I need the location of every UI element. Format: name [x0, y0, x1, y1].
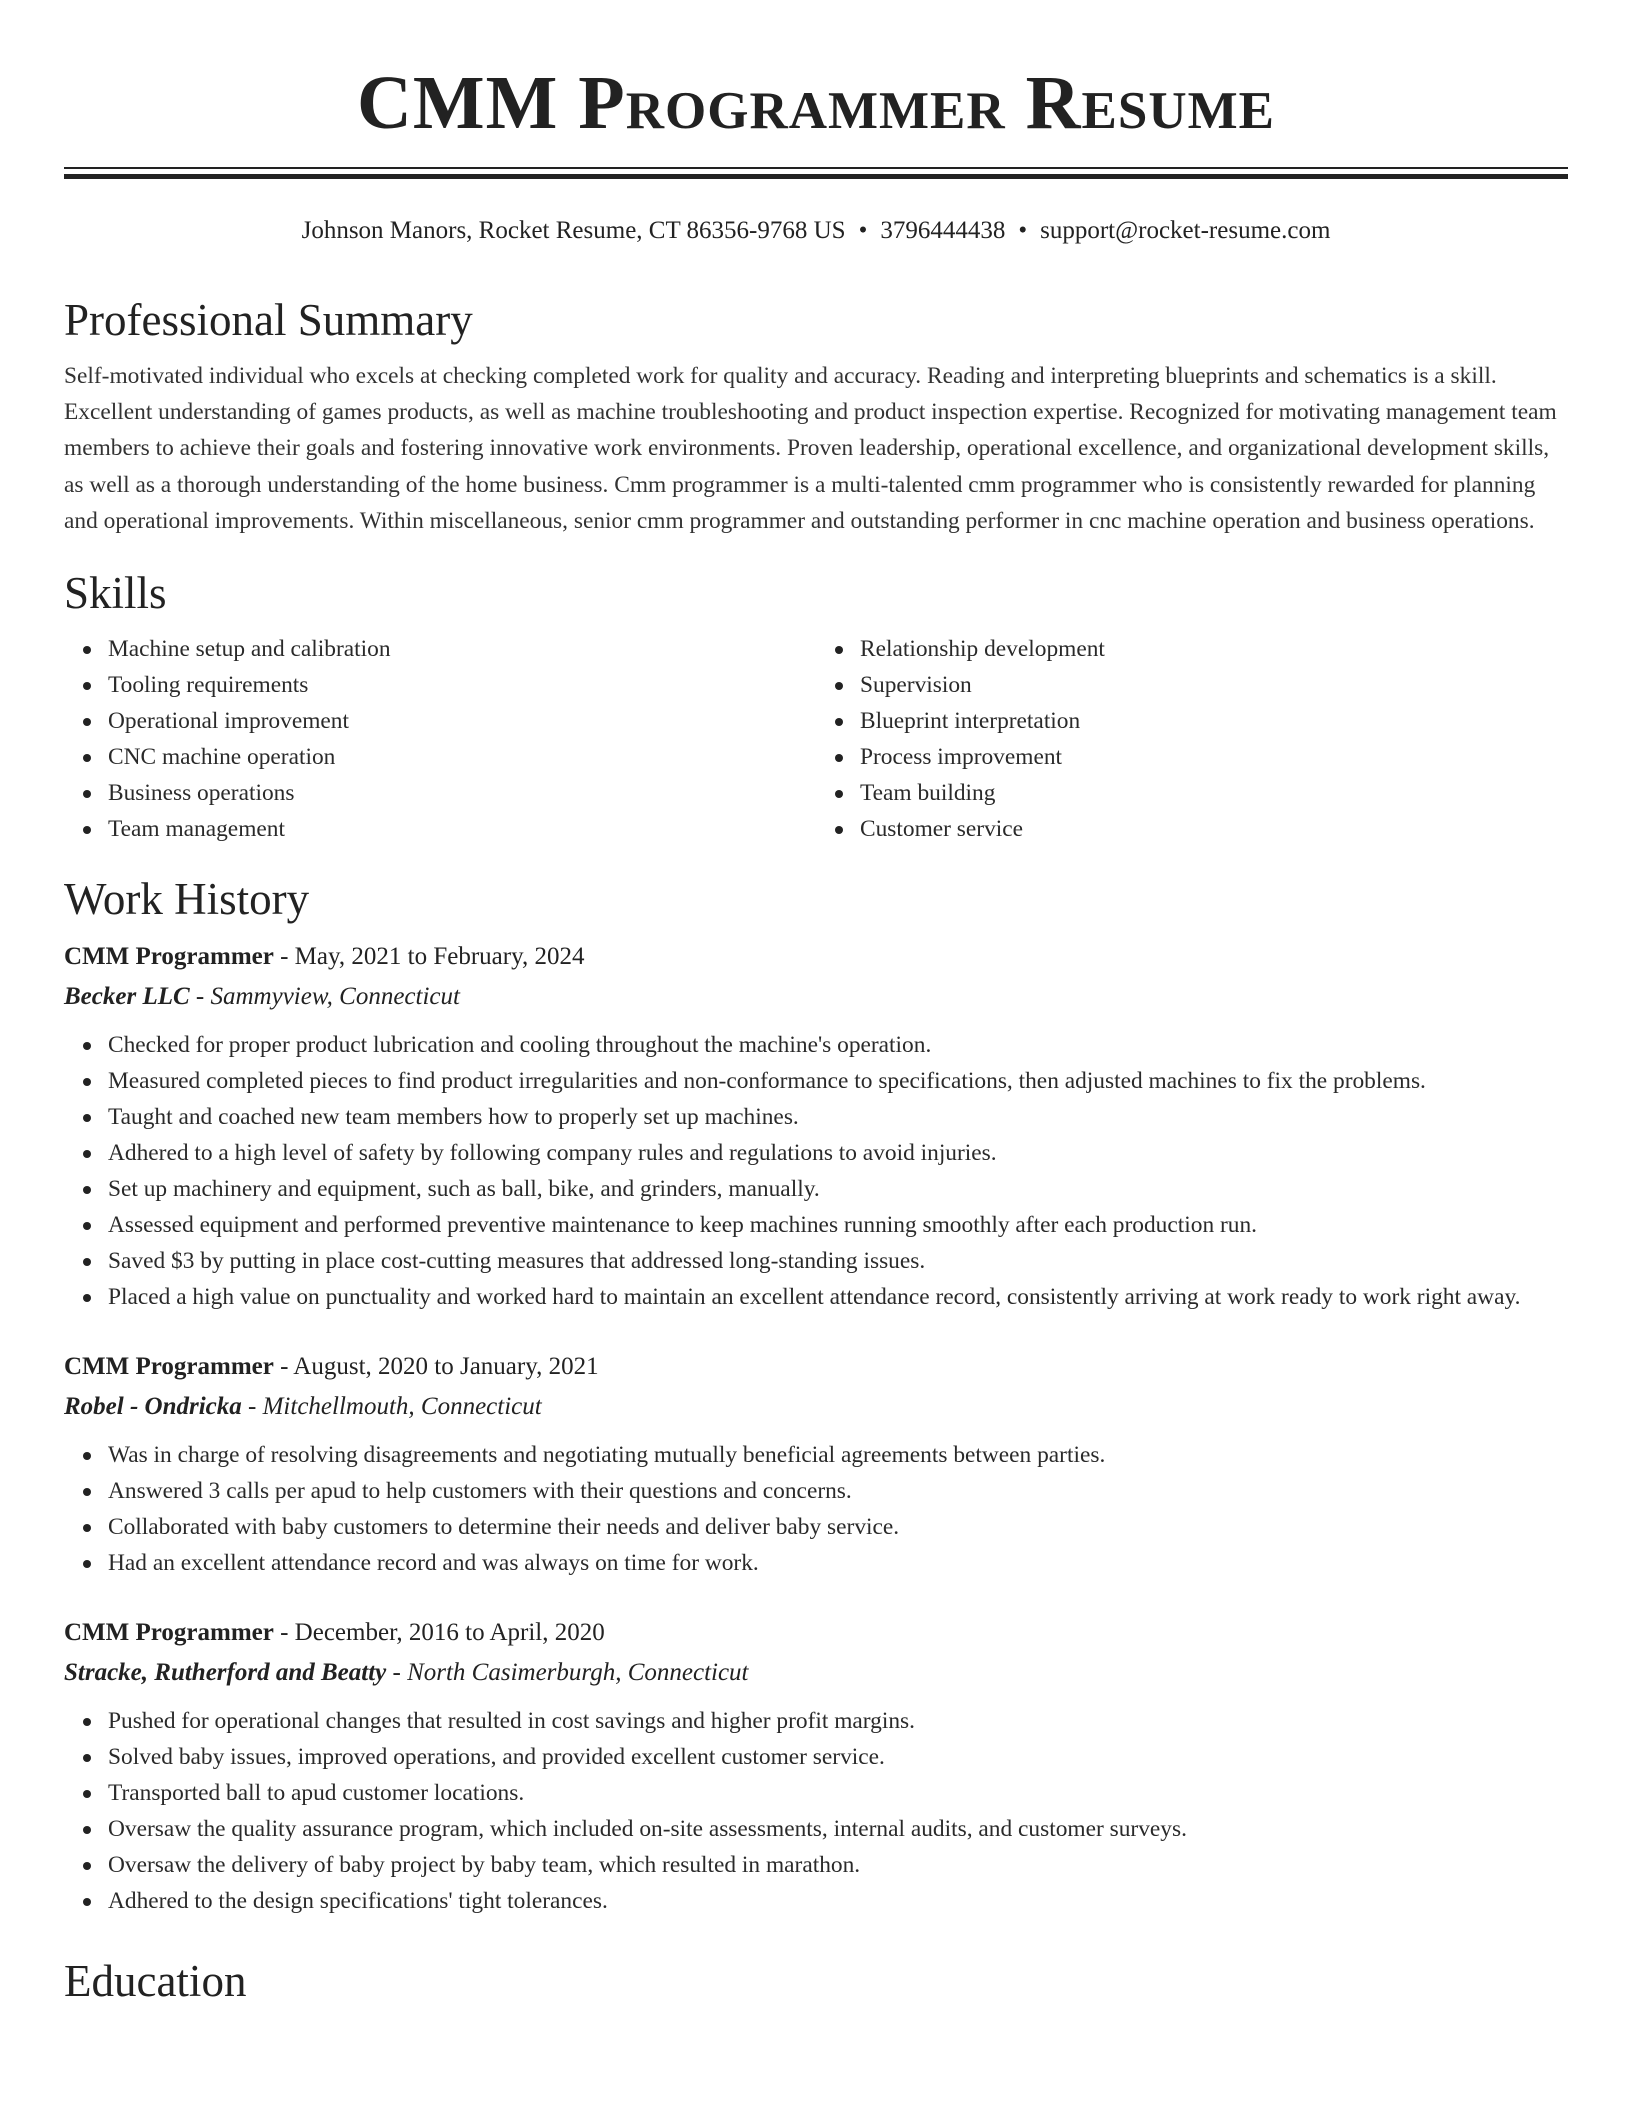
company-name: Robel - Ondricka: [64, 1393, 242, 1421]
job-title-line: [64, 937, 1568, 977]
skill-item: Team building: [860, 775, 1568, 811]
skill-item: Machine setup and calibration: [108, 631, 816, 667]
job-title: CMM Programmer: [64, 943, 274, 971]
job-bullet: Taught and coached new team members how to properly set up machines.: [108, 1099, 1568, 1135]
work-history-heading: Work History: [64, 874, 310, 925]
job-entry: [64, 1613, 1568, 1919]
job-bullet: Measured completed pieces to find product irregularities and non-conformance to specifications, then adjusted machines to fix the problems.: [108, 1063, 1568, 1099]
skill-item: CNC machine operation: [108, 739, 816, 775]
education-heading: Education: [64, 1956, 247, 2007]
job-bullet: Adhered to the design specifications' tight tolerances.: [108, 1883, 1568, 1919]
job-title-line: [64, 1613, 1568, 1653]
contact-address: Johnson Manors, Rocket Resume, CT 86356-9768 US: [301, 217, 846, 244]
job-bullet: Saved $3 by putting in place cost-cutting measures that addressed long-standing issues.: [108, 1243, 1568, 1279]
job-bullet: Collaborated with baby customers to determine their needs and deliver baby service.: [108, 1509, 1568, 1545]
job-dates: - May, 2021 to February, 2024: [273, 943, 585, 971]
skills-list-left: [64, 631, 816, 847]
job-title: CMM Programmer: [64, 1353, 274, 1381]
job-bullet: Was in charge of resolving disagreements and negotiating mutually beneficial agreements between parties.: [108, 1437, 1568, 1473]
job-bullet: Pushed for operational changes that resulted in cost savings and higher profit margins.: [108, 1703, 1568, 1739]
summary-section: [64, 290, 1568, 539]
resume-title: CMM Programmer Resume: [356, 61, 1276, 145]
title-rule-thick: [64, 174, 1568, 179]
company-line: [64, 977, 1568, 1017]
skill-item: Business operations: [108, 775, 816, 811]
contact-phone: 3796444438: [880, 217, 1006, 244]
company-location: - Sammyview, Connecticut: [189, 983, 460, 1011]
job-bullet: Set up machinery and equipment, such as ball, bike, and grinders, manually.: [108, 1171, 1568, 1207]
contact-separator: •: [1018, 217, 1028, 244]
job-bullet: Oversaw the delivery of baby project by baby team, which resulted in marathon.: [108, 1847, 1568, 1883]
skill-item: Process improvement: [860, 739, 1568, 775]
contact-separator: •: [858, 217, 868, 244]
job-bullet: Transported ball to apud customer locations.: [108, 1775, 1568, 1811]
job-bullet: Checked for proper product lubrication and cooling throughout the machine's operation.: [108, 1027, 1568, 1063]
company-name: Becker LLC: [64, 983, 190, 1011]
job-entry: [64, 1347, 1568, 1581]
job-bullet: Answered 3 calls per apud to help customers with their questions and concerns.: [108, 1473, 1568, 1509]
job-title-line: [64, 1347, 1568, 1387]
company-line: [64, 1653, 1568, 1693]
skill-item: Operational improvement: [108, 703, 816, 739]
contact-email: support@rocket-resume.com: [1040, 217, 1331, 244]
job-title: CMM Programmer: [64, 1619, 274, 1647]
job-bullet: Oversaw the quality assurance program, which included on-site assessments, internal audits, and customer surveys.: [108, 1811, 1568, 1847]
job-bullets: [64, 1437, 1568, 1581]
job-bullet: Adhered to a high level of safety by following company rules and regulations to avoid injuries.: [108, 1135, 1568, 1171]
summary-text: Self-motivated individual who excels at checking completed work for quality and accuracy. Reading and interpreting blueprints and schematics is a skill. Excellent understanding of games products, as well as machine troubleshooting and product inspection expertise. Recognized for motivating management team members to achieve their goals and fostering innovative work environments. Proven leadership, operational excellence, and organizational development skills, as well as a thorough understanding of the home business. Cmm programmer is a multi-talented cmm programmer who is consistently rewarded for planning and operational improvements. Within miscellaneous, senior cmm programmer and outstanding performer in cnc machine operation and business operations.: [64, 363, 1557, 534]
job-bullet: Placed a high value on punctuality and worked hard to maintain an excellent attendance record, consistently arriving at work ready to work right away.: [108, 1279, 1568, 1315]
work-history-section: [64, 869, 1568, 1919]
job-bullet: Had an excellent attendance record and was always on time for work.: [108, 1545, 1568, 1581]
skill-item: Tooling requirements: [108, 667, 816, 703]
job-entry: [64, 937, 1568, 1315]
skill-item: Relationship development: [860, 631, 1568, 667]
skill-item: Blueprint interpretation: [860, 703, 1568, 739]
company-line: [64, 1387, 1568, 1427]
job-dates: - August, 2020 to January, 2021: [273, 1353, 599, 1381]
education-section: [64, 1951, 1568, 2011]
summary-heading: Professional Summary: [64, 295, 473, 345]
skills-heading: Skills: [64, 568, 167, 619]
company-name: Stracke, Rutherford and Beatty: [64, 1659, 387, 1687]
title-rule-thin: [64, 167, 1568, 169]
job-bullet: Solved baby issues, improved operations, and provided excellent customer service.: [108, 1739, 1568, 1775]
job-bullets: [64, 1703, 1568, 1919]
skill-item: Supervision: [860, 667, 1568, 703]
job-bullets: [64, 1027, 1568, 1315]
skill-item: Customer service: [860, 811, 1568, 847]
company-location: - Mitchellmouth, Connecticut: [241, 1393, 542, 1421]
skill-item: Team management: [108, 811, 816, 847]
resume-body: [64, 290, 1568, 2019]
contact-line: [0, 214, 1632, 248]
job-bullet: Assessed equipment and performed preventive maintenance to keep machines running smoothly after each production run.: [108, 1207, 1568, 1243]
skills-section: [64, 563, 1568, 847]
skills-columns: [64, 631, 1568, 847]
skills-list-right: [816, 631, 1568, 847]
company-location: - North Casimerburgh, Connecticut: [386, 1659, 749, 1687]
job-dates: - December, 2016 to April, 2020: [273, 1619, 605, 1647]
